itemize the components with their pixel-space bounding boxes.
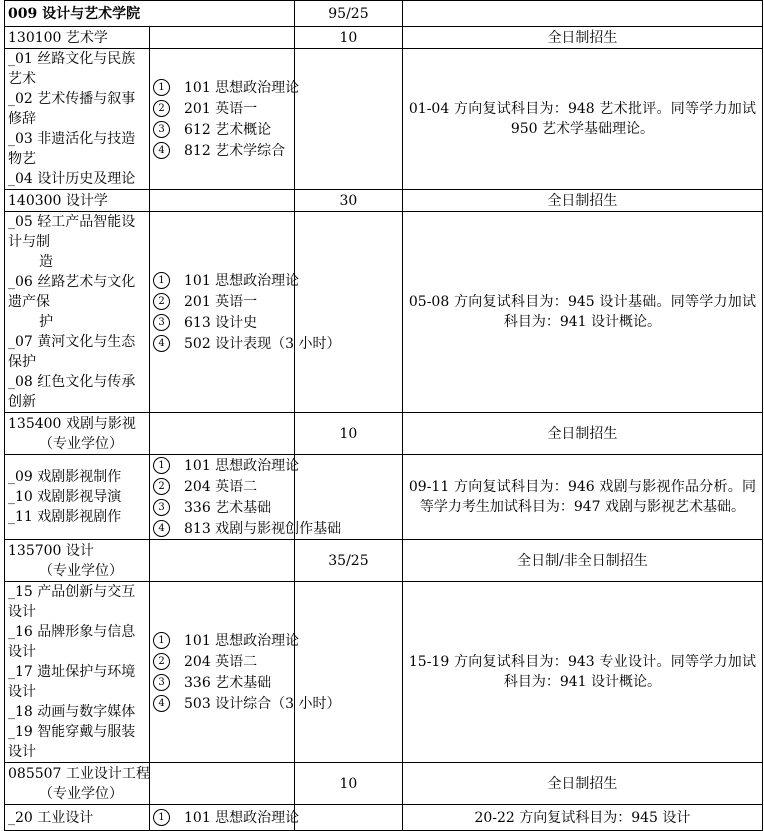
exam-course [153, 312, 291, 333]
major-enrollment-mode: 全日制招生 [402, 27, 762, 49]
exam-course-name: 101 思想政治理论 [184, 457, 300, 474]
course-number-icon: 3 [153, 314, 170, 331]
major-header-empty-cell [150, 413, 295, 455]
major-code-name: 085507 工业设计工程 [8, 765, 150, 782]
exam-course-name: 813 戏剧与影视创作基础 [184, 520, 342, 537]
exam-courses-cell [150, 582, 341, 763]
exam-course-name: 101 思想政治理论 [184, 632, 300, 649]
research-direction: _08 红色文化与传承创新 [8, 374, 136, 410]
exam-course [153, 651, 291, 672]
major-quota: 10 [295, 27, 403, 49]
exam-courses-cell [150, 805, 300, 831]
research-direction: 护 [39, 314, 53, 330]
major-header-row [5, 540, 763, 582]
retest-note: 20-22 方向复试科目为：945 设计 [402, 805, 762, 831]
research-direction: _19 智能穿戴与服装设计 [8, 724, 136, 760]
major-header-empty-cell [150, 190, 295, 212]
exam-course [153, 455, 300, 476]
course-number-icon: 4 [153, 335, 170, 352]
research-directions-cell [5, 49, 150, 190]
course-number-icon: 3 [153, 674, 170, 691]
college-name: 009 设计与艺术学院 [5, 1, 295, 27]
research-direction: _15 产品创新与交互设计 [8, 584, 136, 620]
retest-note: 01-04 方向复试科目为：948 艺术批评。同等学力加试 950 艺术学基础理论。 [402, 49, 762, 190]
research-direction: _20 工业设计 [8, 809, 94, 826]
course-number-icon: 1 [153, 457, 170, 474]
research-direction: _04 设计历史及理论 [8, 171, 136, 187]
course-number-icon: 3 [153, 121, 170, 138]
research-direction: _16 品牌形象与信息设计 [8, 624, 136, 660]
exam-course [153, 672, 291, 693]
major-header-empty-cell [150, 27, 295, 49]
detail-quota-empty-cell [295, 212, 403, 413]
research-direction: _11 戏剧影视剧作 [8, 509, 122, 525]
exam-course-name: 502 设计表现（3 小时） [184, 335, 341, 352]
major-quota: 35/25 [295, 540, 403, 582]
detail-quota-empty-cell [295, 805, 403, 831]
college-note-empty [402, 1, 762, 27]
course-number-icon: 2 [153, 293, 170, 310]
research-direction: _09 戏剧影视制作 [8, 469, 122, 485]
exam-course [153, 630, 300, 651]
exam-course-name: 336 艺术基础 [184, 499, 272, 516]
retest-note: 05-08 方向复试科目为：945 设计基础。同等学力加试科目为：941 设计概论。 [402, 212, 762, 413]
exam-course [153, 291, 291, 312]
exam-course [153, 270, 300, 291]
course-number-icon: 4 [153, 520, 170, 537]
major-code-name: 140300 设计学 [8, 192, 108, 209]
retest-note: 15-19 方向复试科目为：943 专业设计。同等学力加试科目为：941 设计概论。 [402, 582, 762, 763]
exam-course-name: 612 艺术概论 [184, 121, 272, 138]
major-enrollment-mode: 全日制招生 [402, 190, 762, 212]
exam-course-name: 812 艺术学综合 [184, 142, 286, 159]
course-number-icon: 4 [153, 695, 170, 712]
exam-course [153, 333, 341, 354]
research-direction: _01 丝路文化与民族艺术 [8, 51, 136, 87]
research-direction: _03 非遗活化与技造物艺 [8, 131, 136, 167]
course-number-icon: 1 [153, 272, 170, 289]
major-header-empty-cell [150, 540, 295, 582]
major-header-row [5, 763, 763, 805]
major-code-name-cell [5, 763, 150, 805]
major-code-name-cell [5, 540, 150, 582]
exam-course-name: 204 英语二 [184, 653, 258, 670]
major-code-name-cell [5, 190, 150, 212]
course-number-icon: 4 [153, 142, 170, 159]
exam-course-name: 101 思想政治理论 [184, 272, 300, 289]
major-header-empty-cell [150, 763, 295, 805]
exam-courses-cell [150, 49, 300, 190]
major-enrollment-mode: 全日制招生 [402, 763, 762, 805]
retest-note: 09-11 方向复试科目为：946 戏剧与影视作品分析。同等学力考生加试科目为：947 戏剧与影视艺术基础。 [402, 455, 762, 540]
research-direction: _17 遗址保护与环境设计 [8, 664, 136, 700]
research-direction: _06 丝路艺术与文化遗产保 [8, 274, 136, 310]
exam-course-name: 201 英语一 [184, 100, 258, 117]
major-detail-row [5, 455, 763, 540]
major-header-row [5, 27, 763, 49]
major-detail-row [5, 49, 763, 190]
major-enrollment-mode: 全日制/非全日制招生 [402, 540, 762, 582]
exam-course [153, 476, 291, 497]
course-number-icon: 2 [153, 653, 170, 670]
major-enrollment-mode: 全日制招生 [402, 413, 762, 455]
exam-courses-cell [150, 212, 341, 413]
college-row [5, 1, 763, 27]
research-directions-cell [5, 805, 150, 831]
exam-course [153, 497, 291, 518]
research-direction: _18 动画与数字媒体 [8, 704, 136, 720]
major-code-name-cell [5, 413, 150, 455]
major-header-row [5, 413, 763, 455]
major-detail-row [5, 212, 763, 413]
major-quota: 30 [295, 190, 403, 212]
exam-course [153, 693, 341, 714]
exam-course-name: 336 艺术基础 [184, 674, 272, 691]
table-body [5, 1, 763, 831]
research-direction: 造 [39, 254, 53, 270]
enrollment-catalog-table [4, 0, 763, 831]
course-number-icon: 3 [153, 499, 170, 516]
major-quota: 10 [295, 413, 403, 455]
detail-quota-empty-cell [295, 582, 403, 763]
major-code-name: 135400 戏剧与影视 [8, 415, 136, 432]
exam-courses-cell [150, 455, 342, 540]
major-code-name: 135700 设计 [8, 542, 94, 559]
research-direction: _10 戏剧影视导演 [8, 489, 122, 505]
exam-course [153, 140, 291, 161]
exam-course-name: 204 英语二 [184, 478, 258, 495]
research-directions-cell [5, 212, 150, 413]
research-direction: _02 艺术传播与叙事修辞 [8, 91, 136, 127]
detail-quota-empty-cell [295, 49, 403, 190]
exam-course [153, 77, 300, 98]
exam-course-name: 613 设计史 [184, 314, 258, 331]
major-code-name-cell [5, 27, 150, 49]
course-number-icon: 1 [153, 809, 170, 826]
exam-course-name: 503 设计综合（3 小时） [184, 695, 341, 712]
major-header-row [5, 190, 763, 212]
course-number-icon: 1 [153, 632, 170, 649]
exam-course [153, 98, 291, 119]
major-degree-type: （专业学位） [39, 435, 123, 452]
major-detail-row [5, 582, 763, 763]
exam-course [153, 119, 291, 140]
exam-course-name: 101 思想政治理论 [184, 79, 300, 96]
research-directions-cell [5, 582, 150, 763]
exam-course-name: 101 思想政治理论 [184, 809, 300, 826]
college-quota: 95/25 [295, 1, 403, 27]
course-number-icon: 1 [153, 79, 170, 96]
major-detail-row [5, 805, 763, 831]
course-number-icon: 2 [153, 100, 170, 117]
major-quota: 10 [295, 763, 403, 805]
course-number-icon: 2 [153, 478, 170, 495]
exam-course [153, 518, 342, 539]
research-direction: _07 黄河文化与生态保护 [8, 334, 136, 370]
major-code-name: 130100 艺术学 [8, 29, 108, 46]
major-degree-type: （专业学位） [39, 562, 123, 579]
exam-course [153, 807, 300, 828]
research-direction: _05 轻工产品智能设计与制 [8, 214, 136, 250]
exam-course-name: 201 英语一 [184, 293, 258, 310]
major-degree-type: （专业学位） [39, 785, 123, 802]
research-directions-cell [5, 455, 150, 540]
